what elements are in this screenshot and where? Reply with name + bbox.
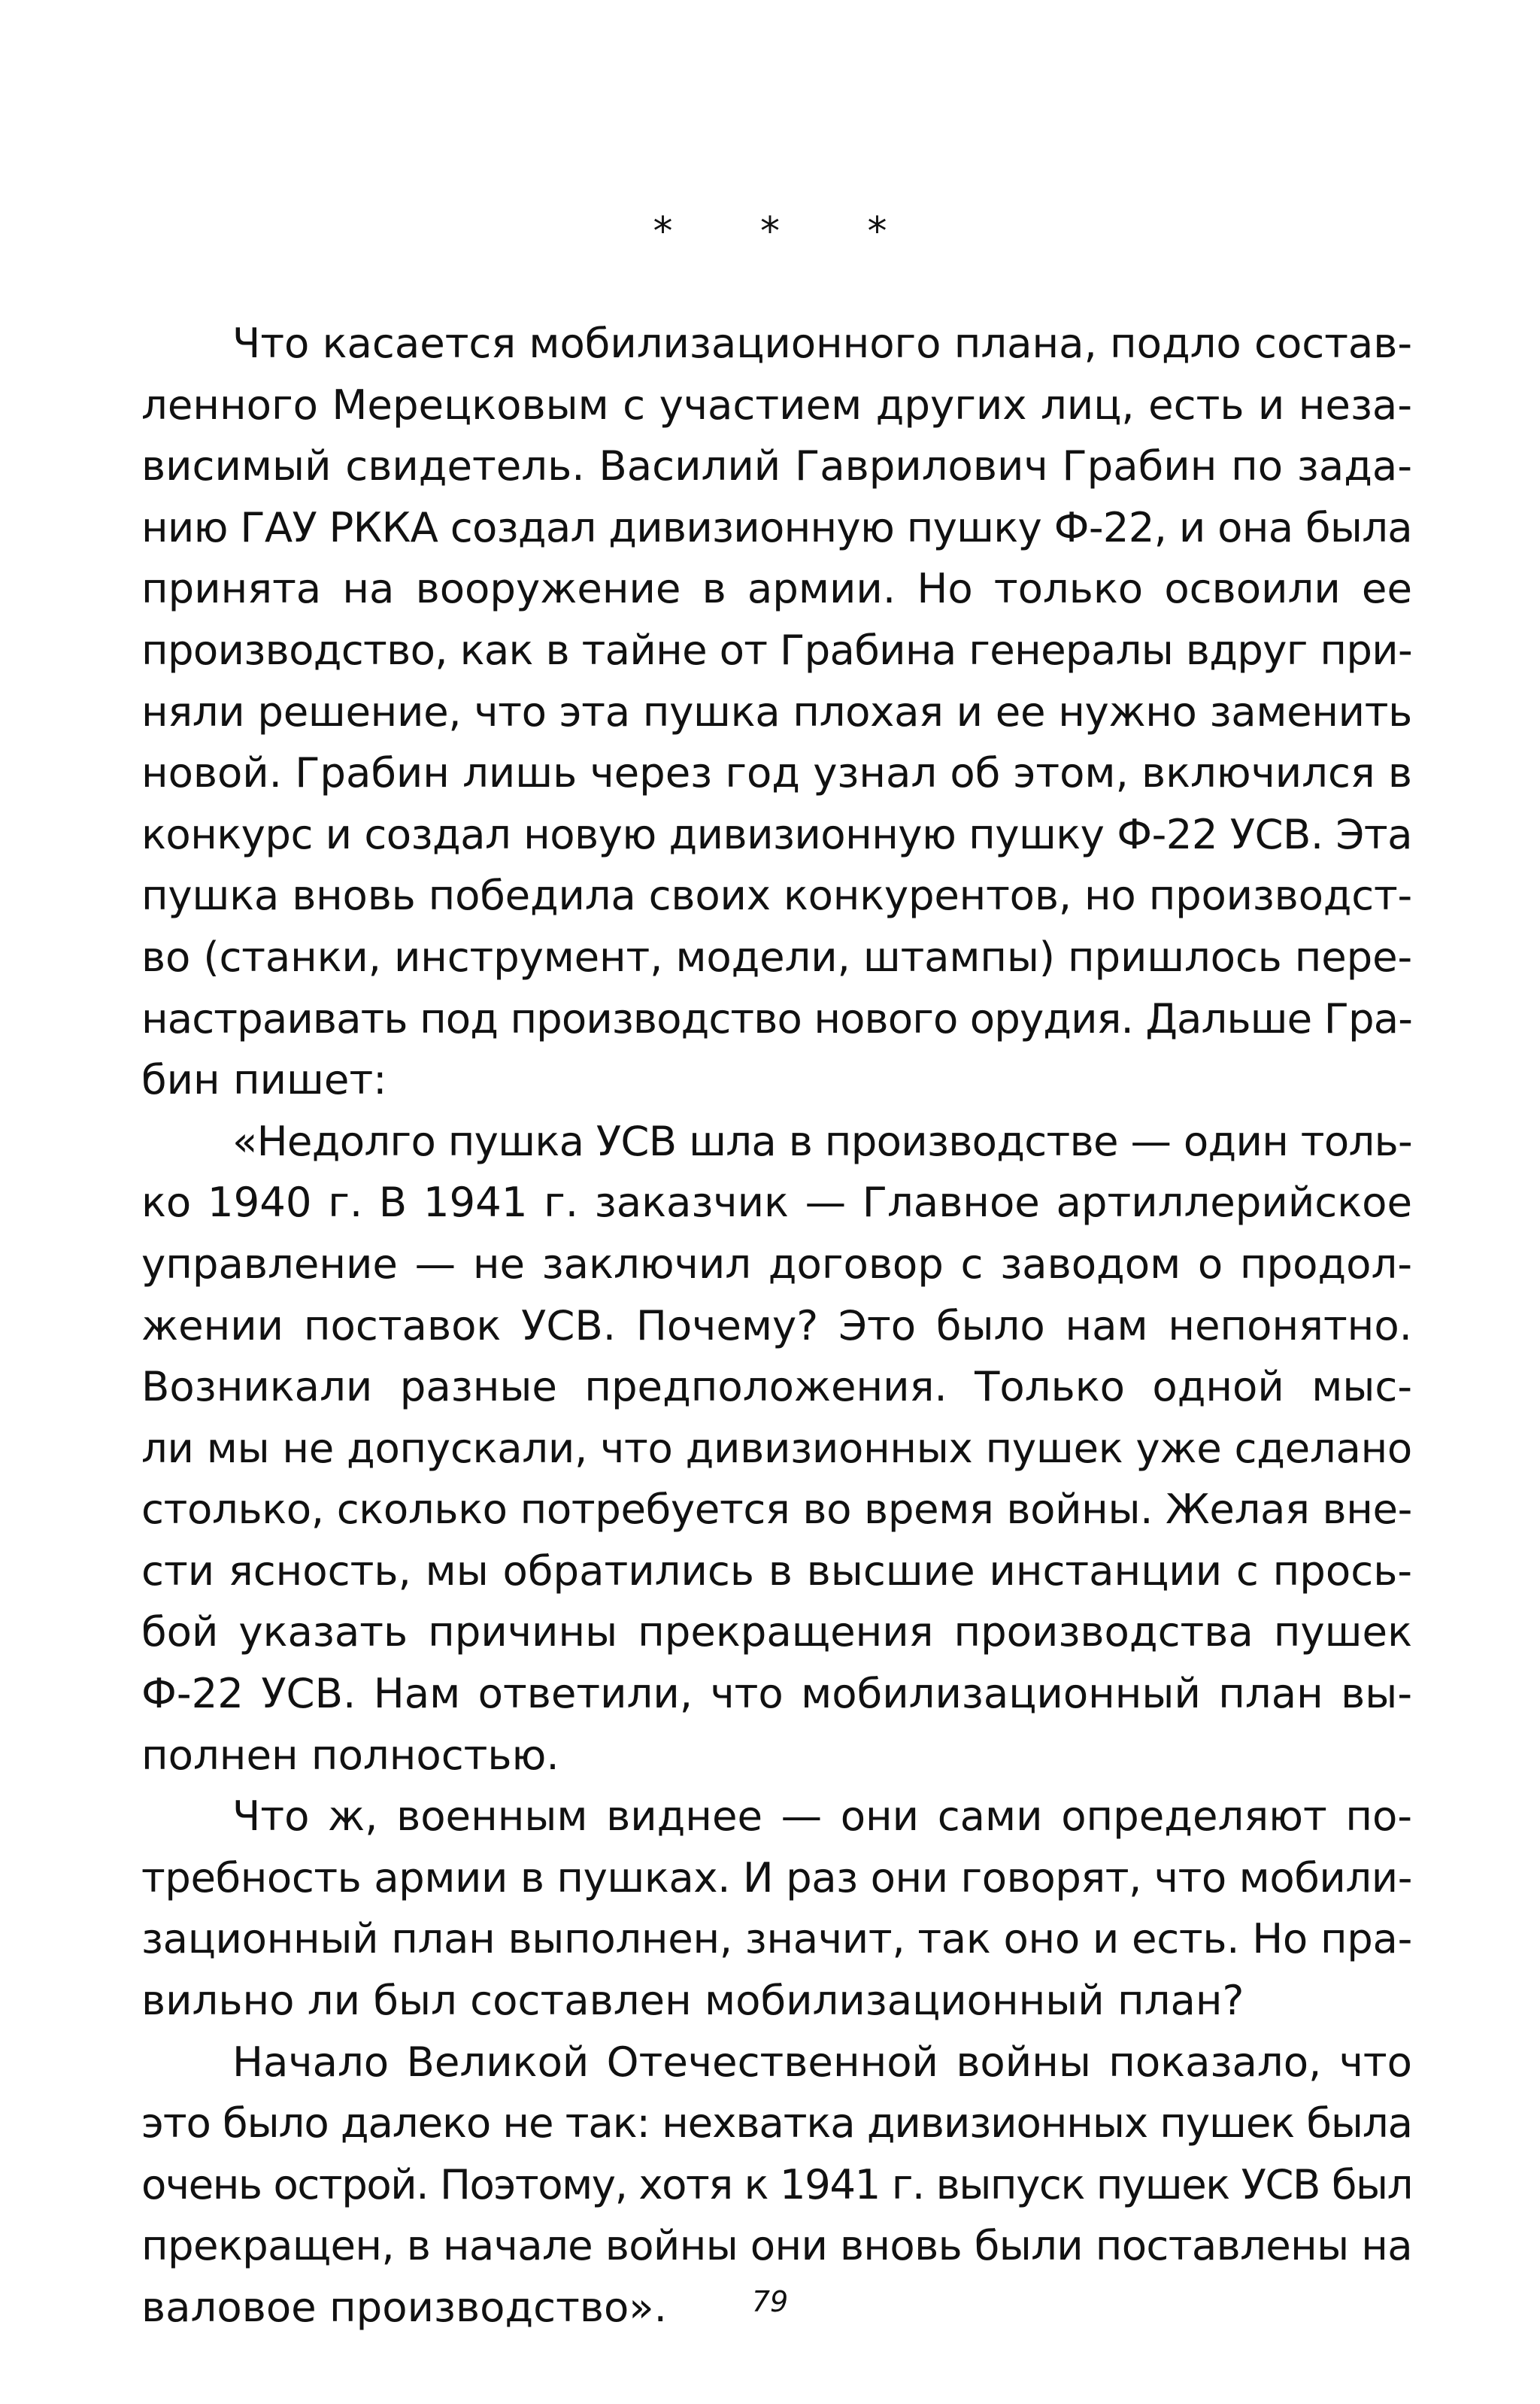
quote-line: сти ясность, мы обратились в высшие инстанции с прось-	[141, 1546, 1412, 1595]
quote-line: Начало Великой Отечественной войны показало, что	[232, 2037, 1412, 2086]
quote-line: зационный план выполнен, значит, так оно и есть. Но пра-	[141, 1914, 1413, 1963]
quote-line: Возникали разные предположения. Только одной мыс-	[141, 1362, 1412, 1411]
text-line: пушка вновь победила своих конкурентов, но производст-	[141, 871, 1412, 920]
body-text	[141, 313, 1412, 2339]
quote-line: прекращен, в начале войны они вновь были поставлены на	[141, 2221, 1412, 2270]
quote-line: полнен полностью.	[141, 1730, 559, 1779]
text-line: ленного Мерецковым с участием других лиц, есть и неза-	[141, 380, 1412, 429]
page-number: 79	[751, 2285, 789, 2318]
text-line: принята на вооружение в армии. Но только освоили ее	[141, 564, 1412, 613]
quote-line: валовое производство».	[141, 2283, 667, 2331]
section-separator: * * *	[653, 209, 925, 254]
text-line: Что касается мобилизационного плана, подло состав-	[232, 319, 1412, 367]
text-line: бин пишет:	[141, 1055, 387, 1104]
quote-line: жении поставок УСВ. Почему? Это было нам непонятно.	[141, 1301, 1412, 1349]
text-line: нию ГАУ РККА создал дивизионную пушку Ф-22, и она была	[141, 502, 1412, 551]
quote-line: Ф-22 УСВ. Нам ответили, что мобилизационный план вы-	[141, 1669, 1412, 1718]
quote-line: управление — не заключил договор с заводом о продол-	[141, 1239, 1412, 1288]
text-line: во (станки, инструмент, модели, штампы) пришлось пере-	[141, 932, 1412, 981]
text-line: конкурс и создал новую дивизионную пушку Ф-22 УСВ. Эта	[141, 809, 1412, 858]
quote-line: Что ж, военным виднее — они сами определяют по-	[232, 1792, 1412, 1841]
text-line: производство, как в тайне от Грабина генералы вдруг при-	[141, 625, 1412, 674]
text-line: висимый свидетель. Василий Гаврилович Грабин по зада-	[141, 442, 1412, 490]
quote-line: очень острой. Поэтому, хотя к 1941 г. выпуск пушек УСВ был	[141, 2160, 1412, 2208]
quote-line: это было далеко не так: нехватка дивизионных пушек была	[141, 2099, 1412, 2148]
quote-line: «Недолго пушка УСВ шла в производстве — один толь-	[232, 1116, 1412, 1165]
text-line: няли решение, что эта пушка плохая и ее нужно заменить	[141, 687, 1412, 736]
quote-line: ли мы не допускали, что дивизионных пушек уже сделано	[141, 1423, 1412, 1472]
quote-line: ко 1940 г. В 1941 г. заказчик — Главное артиллерийское	[141, 1178, 1412, 1227]
quote-line: требность армии в пушках. И раз они говорят, что мобили-	[141, 1853, 1412, 1902]
quote-line: вильно ли был составлен мобилизационный план?	[141, 1976, 1244, 2025]
text-line: настраивать под производство нового орудия. Дальше Гра-	[141, 994, 1412, 1043]
quote-line: столько, сколько потребуется во время войны. Желая вне-	[141, 1485, 1412, 1534]
text-line: новой. Грабин лишь через год узнал об этом, включился в	[141, 748, 1412, 797]
quote-line: бой указать причины прекращения производства пушек	[141, 1607, 1412, 1656]
